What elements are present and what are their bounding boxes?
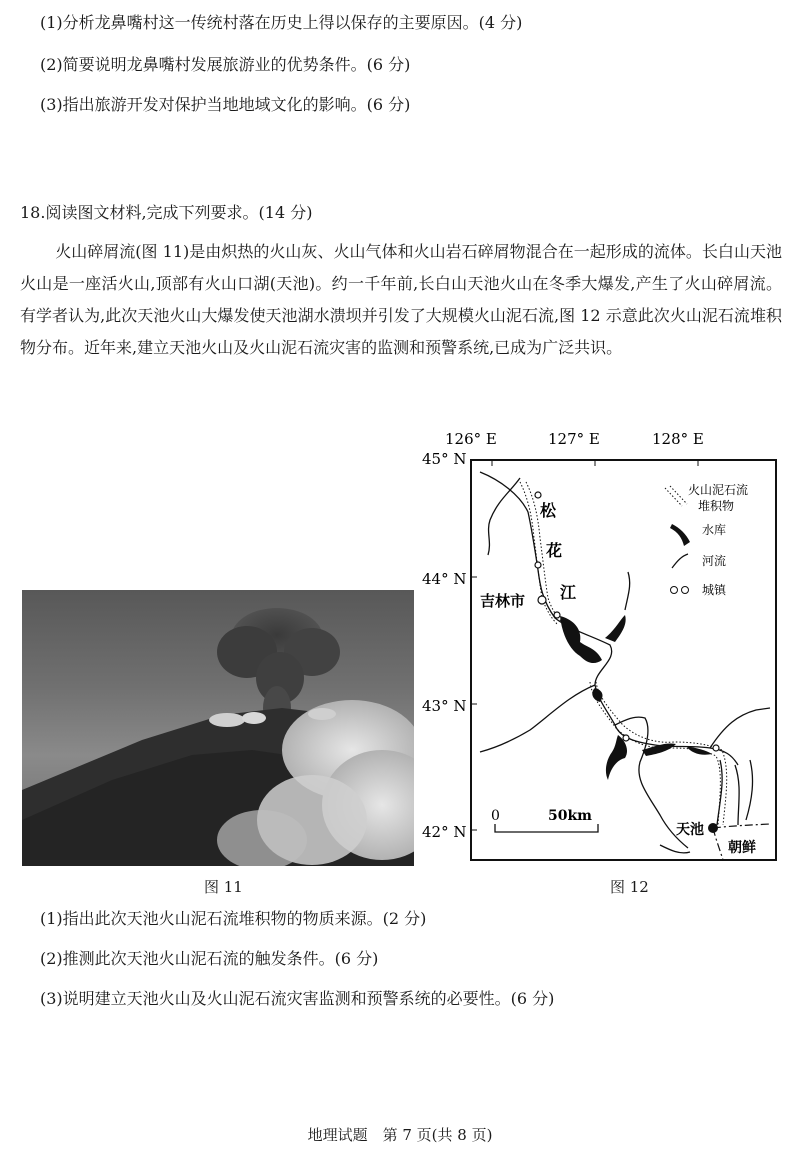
legend-river: 河流 [702, 554, 727, 568]
volcano-eruption-image [22, 590, 414, 866]
q18-question-3: (3)说明建立天池火山及火山泥石流灾害监测和预警系统的必要性。(6 分) [40, 989, 555, 1008]
city-label: 吉林市 [480, 592, 526, 610]
legend-town: 城镇 [702, 583, 727, 597]
tianchi-label: 天池 [676, 822, 704, 838]
legend-reservoir: 水库 [702, 523, 727, 537]
q18-question-1: (1)指出此次天池火山泥石流堆积物的物质来源。(2 分) [40, 909, 427, 928]
river-char-3: 江 [560, 583, 577, 602]
prev-question-3: (3)指出旅游开发对保护当地地域文化的影响。(6 分) [40, 95, 411, 114]
legend-mudflow-2: 堆积物 [698, 499, 735, 513]
scale-bar [495, 824, 598, 832]
map-legend [665, 482, 748, 597]
border-line-south [713, 828, 723, 860]
prev-question-2: (2)简要说明龙鼻嘴村发展旅游业的优势条件。(6 分) [40, 55, 411, 74]
q18-heading: 18.阅读图文材料,完成下列要求。(14 分) [20, 203, 313, 222]
scale-zero: 0 [491, 808, 500, 824]
fig11-caption: 图 11 [204, 878, 243, 896]
border-line-east [713, 824, 770, 828]
page-footer: 地理试题 第 7 页(共 8 页) [307, 1126, 493, 1144]
river-char-1: 松 [540, 501, 557, 520]
map-frame [471, 460, 776, 860]
tianchi-mudflow-map [420, 420, 790, 870]
lon-label-128: 128° E [652, 430, 704, 448]
lat-label-44: 44° N [422, 570, 467, 588]
lon-label-126: 126° E [445, 430, 497, 448]
reservoirs [560, 615, 712, 780]
fig12-caption: 图 12 [610, 878, 649, 896]
rivers [480, 472, 770, 853]
map-figure [420, 420, 790, 870]
river-char-2: 花 [546, 541, 563, 560]
volcano-photo [22, 590, 414, 866]
lat-label-45: 45° N [422, 450, 467, 468]
lat-label-43: 43° N [422, 697, 467, 715]
q18-passage: 火山碎屑流(图 11)是由炽热的火山灰、火山气体和火山岩石碎屑物混合在一起形成的流体。长白山天池火山是一座活火山,顶部有火山口湖(天池)。约一千年前,长白山天池火山在冬季大爆发,产生了火山碎屑流。有学者认为,此次天池火山大爆发使天池湖水溃坝并引发了大规模火山泥石流,图 12 示意此次火山泥石流堆积物分布。近年来,建立天池火山及火山泥石流灾害的监测和预警系统,已成为广泛共识。 [20, 242, 782, 357]
mudflow-deposits [520, 482, 727, 825]
scale-label: 50km [548, 808, 592, 824]
lon-label-127: 127° E [548, 430, 600, 448]
legend-mudflow: 火山泥石流 [688, 483, 749, 497]
korea-label: 朝鲜 [728, 840, 756, 856]
prev-question-1: (1)分析龙鼻嘴村这一传统村落在历史上得以保存的主要原因。(4 分) [40, 13, 523, 32]
lat-label-42: 42° N [422, 823, 467, 841]
q18-question-2: (2)推测此次天池火山泥石流的触发条件。(6 分) [40, 949, 379, 968]
